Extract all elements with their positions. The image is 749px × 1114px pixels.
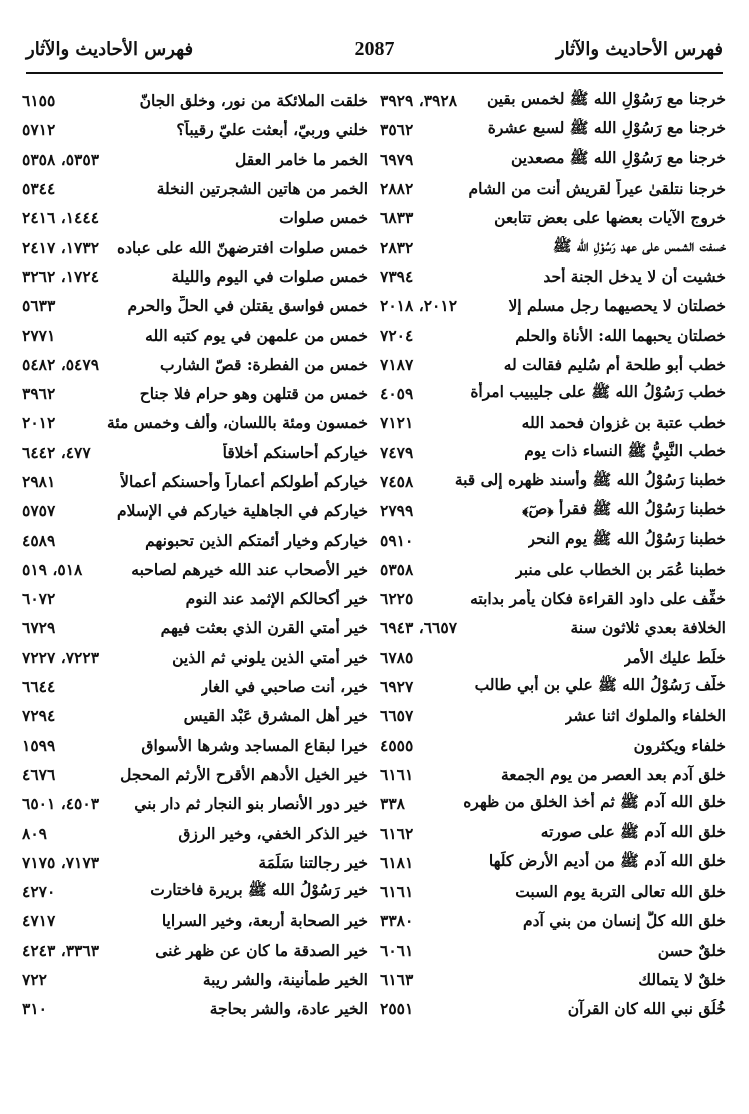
index-entry xyxy=(380,818,726,847)
entry-text: خطبنا رَسُوْلُ الله ﷺ يوم النحر xyxy=(527,528,726,548)
entry-hadith-numbers: ٤٧٧، ٦٤٤٢ xyxy=(22,442,91,462)
index-entry xyxy=(22,438,368,467)
entry-hadith-numbers: ٥٤٧٩، ٥٤٨٢ xyxy=(22,354,100,374)
entry-text: الخلافة بعدي ثلاثون سنة xyxy=(570,618,726,638)
index-entry xyxy=(22,467,368,496)
entry-hadith-numbers: ٥١٨، ٥١٩ xyxy=(22,559,83,579)
index-entry xyxy=(380,467,726,496)
index-entry xyxy=(22,789,368,818)
entry-hadith-numbers: ٧٢٢ xyxy=(22,970,47,990)
entry-hadith-numbers: ٧١٢١ xyxy=(380,413,414,433)
entry-hadith-numbers: ٧٢٢٣، ٧٢٢٧ xyxy=(22,647,100,667)
entry-hadith-numbers: ١٥٩٩ xyxy=(22,735,56,755)
entry-text: خروج الآيات بعضها على بعض تتابعن xyxy=(494,208,726,228)
entry-hadith-numbers: ٧٢٩٤ xyxy=(22,706,56,726)
entry-hadith-numbers: ٥٣٥٣، ٥٣٥٨ xyxy=(22,149,100,169)
index-entry xyxy=(22,86,368,115)
index-entry xyxy=(22,906,368,935)
entry-text: خُلُق نبي الله كان القرآن xyxy=(567,999,726,1019)
index-entry xyxy=(22,145,368,174)
entry-hadith-numbers: ٤٥٥٥ xyxy=(380,735,414,755)
entry-hadith-numbers: ٥٩١٠ xyxy=(380,530,414,550)
entry-hadith-numbers: ٦٨٣٣ xyxy=(380,208,414,228)
entry-text: خياركم في الجاهلية خياركم في الإسلام xyxy=(117,501,368,521)
entry-hadith-numbers: ٦٦٥٧ xyxy=(380,706,414,726)
entry-text: خلقت الملائكة من نور، وخلق الجانّ xyxy=(139,91,368,111)
index-entry xyxy=(380,438,726,467)
index-entry xyxy=(22,965,368,994)
index-entry xyxy=(380,936,726,965)
index-entry xyxy=(380,320,726,349)
index-entry xyxy=(380,262,726,291)
index-entry xyxy=(380,86,726,115)
entry-text: خلِّط عليك الأمر xyxy=(623,647,726,667)
entry-hadith-numbers: ٦٧٨٥ xyxy=(380,647,414,667)
entry-text: خطب النَّبِيُّ ﷺ النساء ذات يوم xyxy=(524,440,726,460)
entry-text: الخمر من هاتين الشجرتين النخلة xyxy=(156,179,368,199)
entry-hadith-numbers: ٤٢٧٠ xyxy=(22,882,56,902)
entry-text: خمس من علمهن في يوم كتبه الله xyxy=(145,325,368,345)
entry-hadith-numbers: ٣٣٦٣، ٤٢٤٣ xyxy=(22,940,100,960)
entry-text: خطبنا رَسُوْلُ الله ﷺ وأسند ظهره إلى قبة xyxy=(454,470,726,489)
entry-hadith-numbers: ١٤٤٤، ٢٤١٦ xyxy=(22,208,100,228)
entry-hadith-numbers: ٣١٠ xyxy=(22,999,47,1019)
entry-text: خلق الله آدم ﷺ ثم أخذ الخلق من ظهره xyxy=(463,792,726,812)
index-entry xyxy=(22,203,368,232)
index-entry xyxy=(380,643,726,672)
entry-text: خير أمتي الذين يلوني ثم الذين xyxy=(172,647,368,667)
index-entry xyxy=(380,613,726,642)
entry-text: خير الأصحاب عند الله خيرهم لصاحبه xyxy=(131,559,368,579)
index-entry xyxy=(380,789,726,818)
entry-text: خير الصحابة أربعة، وخير السرايا xyxy=(161,911,368,931)
entry-text: خطب أبو طلحة أم سُليم فقالت له xyxy=(503,354,726,374)
index-entry xyxy=(22,262,368,291)
index-entry xyxy=(22,936,368,965)
entry-hadith-numbers: ٤٥٨٩ xyxy=(22,530,56,550)
entry-hadith-numbers: ٢٧٩٩ xyxy=(380,501,414,521)
index-entry xyxy=(22,350,368,379)
page-header xyxy=(26,32,723,66)
entry-text: خسفت الشمس على عهد رَسُوْلِ الله ﷺ xyxy=(552,235,726,255)
index-entry xyxy=(380,379,726,408)
entry-hadith-numbers: ٦١٦٣ xyxy=(380,970,414,990)
entry-text: خيرا لبقاع المساجد وشرها الأسواق xyxy=(141,735,368,755)
entry-text: خرجنا مع رَسُوْلِ الله ﷺ لخمس بقين xyxy=(486,89,726,109)
entry-text: خلَّف رَسُوْلُ الله ﷺ علي بن أبي طالب xyxy=(474,675,726,695)
entry-hadith-numbers: ٧١٧٣، ٧١٧٥ xyxy=(22,852,100,872)
index-entry xyxy=(380,877,726,906)
entry-text: خصلتان يحبهما الله: الأناة والحلم xyxy=(515,325,726,345)
entry-text: خطبنا عُمَر بن الخطاب على منبر xyxy=(515,559,726,579)
entry-hadith-numbers: ٦٩٧٩ xyxy=(380,149,414,169)
header-title-right: فهرس الأحاديث والآثار xyxy=(555,38,723,60)
index-entry xyxy=(22,584,368,613)
index-entry xyxy=(380,584,726,613)
entry-text: خطب رَسُوْلُ الله ﷺ على جليبيب امرأة xyxy=(470,382,726,402)
index-entry xyxy=(22,818,368,847)
index-entry xyxy=(22,643,368,672)
entry-text: الخمر ما خامر العقل xyxy=(234,149,368,169)
index-entry xyxy=(380,672,726,701)
index-entry xyxy=(380,408,726,437)
index-entry xyxy=(22,525,368,554)
index-entry xyxy=(380,232,726,261)
entry-hadith-numbers: ٣٣٨ xyxy=(380,794,405,814)
entry-text: خلفاء ويكثرون xyxy=(633,735,726,755)
entry-text: الخلفاء والملوك اثنا عشر xyxy=(564,706,726,726)
entry-hadith-numbers: ٧٣٩٤ xyxy=(380,266,414,286)
entry-hadith-numbers: ٥٧١٢ xyxy=(22,120,56,140)
index-entry xyxy=(380,731,726,760)
entry-text: خمس صلوات افترضهنّ الله على عباده xyxy=(117,237,368,257)
index-entry xyxy=(380,115,726,144)
index-entry xyxy=(380,701,726,730)
header-title-left: فهرس الأحاديث والآثار xyxy=(26,38,194,60)
index-entry xyxy=(380,965,726,994)
entry-hadith-numbers: ٤٦٧٦ xyxy=(22,764,56,784)
entry-hadith-numbers: ٦٠٧٢ xyxy=(22,589,56,609)
entry-text: خلقٌ حسن xyxy=(657,940,726,960)
entry-hadith-numbers: ٦٠٦١ xyxy=(380,940,414,960)
entry-hadith-numbers: ٦١٦١ xyxy=(380,764,414,784)
entry-hadith-numbers: ٦١٦١ xyxy=(380,882,414,902)
index-entry xyxy=(22,320,368,349)
index-entry xyxy=(380,496,726,525)
index-entry xyxy=(22,877,368,906)
page-number: 2087 xyxy=(354,37,395,60)
entry-hadith-numbers: ٢٨٨٢ xyxy=(380,179,414,199)
index-entry xyxy=(380,848,726,877)
entry-text: خلق الله كلَّ إنسان من بني آدم xyxy=(523,911,726,931)
entry-hadith-numbers: ٦١٦٢ xyxy=(380,823,414,843)
entry-hadith-numbers: ٦٧٢٩ xyxy=(22,618,56,638)
entry-text: خلق آدم بعد العصر من يوم الجمعة xyxy=(500,764,726,784)
entry-hadith-numbers: ٦٩٢٧ xyxy=(380,677,414,697)
index-entry xyxy=(22,613,368,642)
entry-text: خرجنا مع رَسُوْلِ الله ﷺ مصعدين xyxy=(510,147,726,167)
entry-hadith-numbers: ٧٤٥٨ xyxy=(380,472,414,491)
entry-hadith-numbers: ٢٠١٢، ٢٠١٨ xyxy=(380,296,458,316)
header-rule xyxy=(26,72,723,74)
entry-hadith-numbers: ٦١٨١ xyxy=(380,852,414,872)
entry-hadith-numbers: ٢٧٧١ xyxy=(22,325,56,345)
entry-hadith-numbers: ٥٦٣٣ xyxy=(22,296,56,316)
index-entry xyxy=(380,555,726,584)
entry-text: خطبنا رَسُوْلُ الله ﷺ فقرأ ﴿صٓ﴾ xyxy=(522,499,726,519)
entry-hadith-numbers: ٣٩٢٨، ٣٩٢٩ xyxy=(380,91,458,111)
index-entry xyxy=(22,848,368,877)
entry-hadith-numbers: ٧٤٧٩ xyxy=(380,442,414,462)
entry-hadith-numbers: ٥٣٤٤ xyxy=(22,179,56,199)
index-entry xyxy=(22,760,368,789)
entry-text: خمس فواسق يقتلن في الحلِّ والحرم xyxy=(127,296,368,316)
entry-text: خلق الله آدم ﷺ على صورته xyxy=(540,821,726,841)
index-entry xyxy=(380,350,726,379)
entry-hadith-numbers: ٤٠٥٩ xyxy=(380,384,414,404)
entry-text: خياركم أطولكم أعماراً وأحسنكم أعمالاً xyxy=(120,472,368,491)
index-entry xyxy=(22,994,368,1023)
entry-text: خلق الله تعالى التربة يوم السبت xyxy=(515,882,726,902)
index-entry xyxy=(22,115,368,144)
entry-text: خير دور الأنصار بنو النجار ثم دار بني xyxy=(134,794,368,814)
entry-text: خير الخيل الأدهم الأقرح الأرثم المحجل xyxy=(120,764,368,784)
index-entry xyxy=(380,906,726,935)
entry-hadith-numbers: ٥٣٥٨ xyxy=(380,559,414,579)
index-entry xyxy=(22,379,368,408)
entry-hadith-numbers: ٢٩٨١ xyxy=(22,472,56,491)
index-entry xyxy=(22,291,368,320)
entry-text: خمسون ومئة باللسان، وألف وخمس مئة xyxy=(107,413,368,433)
entry-hadith-numbers: ٢٨٣٢ xyxy=(380,237,414,257)
left-index-column xyxy=(22,86,368,1024)
entry-text: خير أمتي القرن الذي بعثت فيهم xyxy=(160,618,368,638)
entry-text: خلني وربيّ، أبعثت عليّ رقيباً؟ xyxy=(176,120,368,140)
entry-text: الخير عادة، والشر بحاجة xyxy=(209,999,368,1019)
entry-hadith-numbers: ٦٦٥٧، ٦٩٤٣ xyxy=(380,618,458,638)
entry-hadith-numbers: ٣٩٦٢ xyxy=(22,384,56,404)
index-entry xyxy=(380,760,726,789)
entry-hadith-numbers: ٥٧٥٧ xyxy=(22,501,56,521)
right-index-column xyxy=(380,86,726,1024)
entry-text: خير الصدقة ما كان عن ظهر غنى xyxy=(155,940,368,960)
entry-text: خفِّف على داود القراءة فكان يأمر بدابته xyxy=(470,589,726,609)
entry-hadith-numbers: ٦٦٤٤ xyxy=(22,677,56,697)
entry-text: خير أكحالكم الإثمد عند النوم xyxy=(185,589,368,609)
entry-hadith-numbers: ٦١٥٥ xyxy=(22,91,56,111)
index-entry xyxy=(22,701,368,730)
entry-text: خياركم أحاسنكم أخلاقاً xyxy=(222,442,368,462)
entry-hadith-numbers: ١٧٣٢، ٢٤١٧ xyxy=(22,237,100,257)
entry-text: خير أهل المشرق عَبْد القيس xyxy=(183,706,368,726)
index-entry xyxy=(380,291,726,320)
index-entry xyxy=(380,145,726,174)
entry-text: خرجنا مع رَسُوْلِ الله ﷺ لسبع عشرة xyxy=(487,118,726,138)
entry-text: خصلتان لا يحصيهما رجل مسلم إلا xyxy=(508,296,726,316)
entry-hadith-numbers: ١٧٢٤، ٣٢٦٢ xyxy=(22,266,100,286)
index-entry xyxy=(22,496,368,525)
entry-text: خمس من الفطرة: قصّ الشارب xyxy=(159,354,368,374)
index-entry xyxy=(380,525,726,554)
entry-hadith-numbers: ٧١٨٧ xyxy=(380,354,414,374)
index-entry xyxy=(22,555,368,584)
entry-text: خير رجالتنا سَلَمَة xyxy=(258,852,368,872)
index-entry xyxy=(22,731,368,760)
entry-text: خلقٌ لا يتمالك xyxy=(638,970,726,990)
index-entry xyxy=(22,408,368,437)
entry-hadith-numbers: ٧٢٠٤ xyxy=(380,325,414,345)
entry-hadith-numbers: ٤٥٠٣، ٦٥٠١ xyxy=(22,794,100,814)
entry-hadith-numbers: ٨٠٩ xyxy=(22,823,47,843)
entry-hadith-numbers: ٦٢٢٥ xyxy=(380,589,414,609)
index-entry xyxy=(22,672,368,701)
index-entry xyxy=(380,203,726,232)
entry-hadith-numbers: ٢٥٥١ xyxy=(380,999,414,1019)
entry-hadith-numbers: ٢٠١٢ xyxy=(22,413,56,433)
entry-text: خمس صلوات في اليوم والليلة xyxy=(171,266,368,286)
entry-text: خير، أنت صاحبي في الغار xyxy=(200,677,368,697)
entry-text: خياركم وخيار أئمتكم الذين تحبونهم xyxy=(145,530,368,550)
index-entry xyxy=(22,232,368,261)
index-entry xyxy=(22,174,368,203)
entry-text: خمس من قتلهن وهو حرام فلا جناح xyxy=(139,384,368,404)
entry-text: خطب عتبة بن غزوان فحمد الله xyxy=(521,413,726,433)
entry-text: خرجنا نتلقىٰ عيراً لقريش أنت من الشام xyxy=(468,179,726,199)
entry-hadith-numbers: ٤٧١٧ xyxy=(22,911,56,931)
index-entry xyxy=(380,174,726,203)
entry-text: الخير طمأنينة، والشر ريبة xyxy=(202,970,368,990)
entry-text: خير رَسُوْلُ الله ﷺ بريرة فاختارت xyxy=(150,880,368,900)
entry-text: خشيت أن لا يدخل الجنة أحد xyxy=(543,266,726,286)
entry-text: خمس صلوات xyxy=(279,208,368,228)
entry-hadith-numbers: ٣٣٨٠ xyxy=(380,911,414,931)
index-entry xyxy=(380,994,726,1023)
entry-text: خير الذكر الخفي، وخير الرزق xyxy=(178,823,368,843)
entry-hadith-numbers: ٣٥٦٢ xyxy=(380,120,414,140)
entry-text: خلق الله آدم ﷺ من أديم الأرض كلِّها xyxy=(488,850,726,870)
